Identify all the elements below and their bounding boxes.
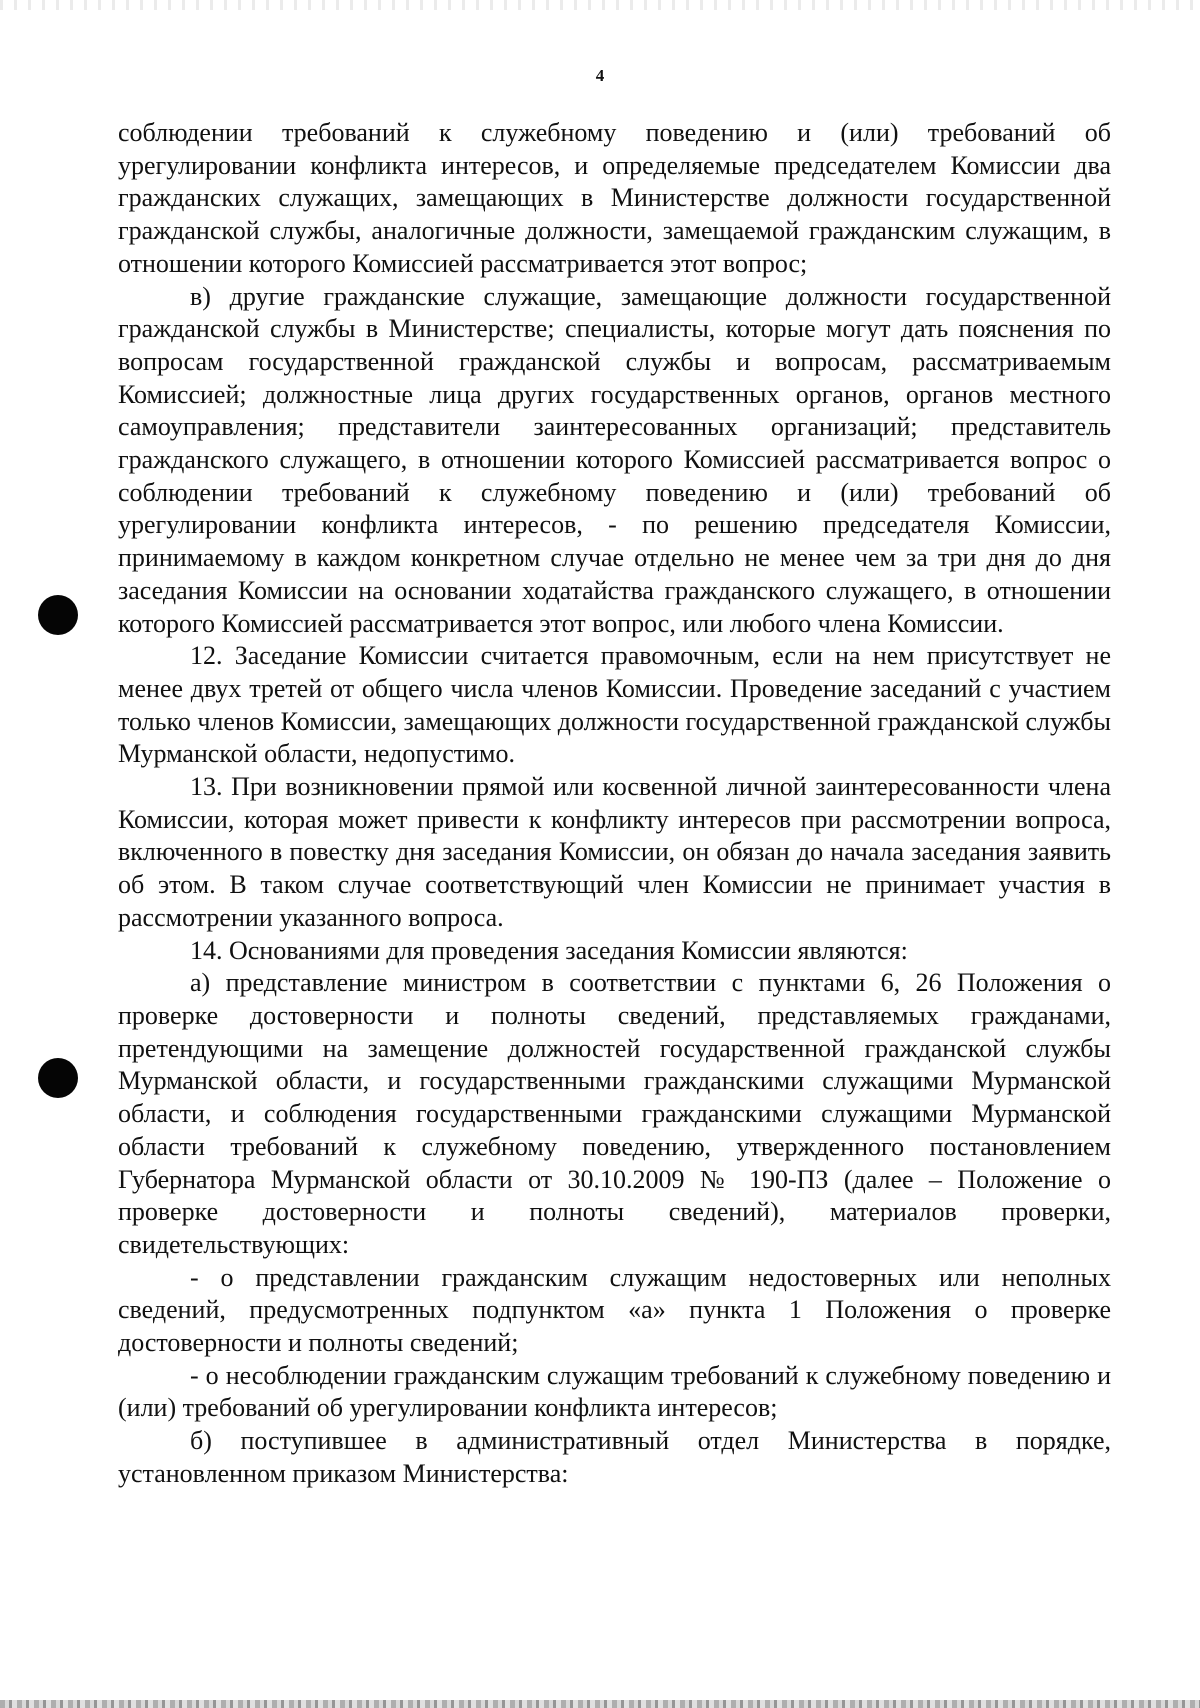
paragraph: а) представление министром в соответствии с пунктами 6, 26 Положения о проверке достоверности и полноты сведений, представляемых гражданами, претендующими на замещение должностей государственной гражданской службы Мурманской области, и государственными гражданскими служащими Мурманской области, и соблюдения государственными гражданскими служащими Мурманской области требований к служебному поведению, утвержденного постановлением Губернатора Мурманской области от 30.10.2009 № 190-ПЗ (далее – Положение о проверке достоверности и полноты сведений), материалов проверки, свидетельствующих: [118, 968, 1111, 1259]
paragraph: в) другие гражданские служащие, замещающие должности государственной гражданской службы в Министерстве; специалисты, которые могут дать пояснения по вопросам государственной гражданской службы и вопросам, рассматриваемым Комиссией; должностные лица других государственных органов, органов местного самоуправления; представители заинтересованных организаций; представитель гражданского служащего, в отношении которого Комиссией рассматривается вопрос о соблюдении требований к служебному поведению и (или) требований об урегулировании конфликта интересов, - по решению председателя Комиссии, принимаемому в каждом конкретном случае отдельно не менее чем за три дня до дня заседания Комиссии на основании ходатайства гражданского служащего, в отношении которого Комиссией рассматривается этот вопрос, или любого члена Комиссии. [118, 281, 1111, 638]
page-number: 4 [595, 66, 605, 85]
paragraph: - о представлении гражданским служащим недостоверных или неполных сведений, предусмотренных подпунктом «а» пункта 1 Положения о проверке достоверности и полноты сведений; [118, 1262, 1111, 1358]
document-body [118, 117, 1111, 1491]
paragraph: соблюдении требований к служебному поведению и (или) требований об урегулировании конфликта интересов, и определяемые председателем Комиссии два гражданских служащих, замещающих в Министерстве должности государственной гражданской службы, аналогичные должности, замещаемой гражданским служащим, в отношении которого Комиссией рассматривается этот вопрос; [118, 118, 1111, 278]
paragraph: - о несоблюдении гражданским служащим требований к служебному поведению и (или) требований об урегулировании конфликта интересов; [118, 1360, 1111, 1423]
scan-bottom-edge [0, 1700, 1200, 1708]
paragraph: б) поступившее в административный отдел Министерства в порядке, установленном приказом Министерства: [118, 1426, 1111, 1488]
paragraph: 13. При возникновении прямой или косвенной личной заинтересованности члена Комиссии, которая может привести к конфликту интересов при рассмотрении вопроса, включенного в повестку дня заседания Комиссии, он обязан до начала заседания заявить об этом. В таком случае соответствующий член Комиссии не принимает участия в рассмотрении указанного вопроса. [118, 772, 1111, 932]
paragraph: 14. Основаниями для проведения заседания Комиссии являются: [190, 935, 908, 965]
punch-hole-mark [38, 1058, 78, 1098]
scan-top-edge [0, 0, 1200, 10]
punch-hole-mark [38, 595, 78, 635]
paragraph: 12. Заседание Комиссии считается правомочным, если на нем присутствует не менее двух третей от общего числа членов Комиссии. Проведение заседаний с участием только членов Комиссии, замещающих должности государственной гражданской службы Мурманской области, недопустимо. [118, 641, 1111, 769]
